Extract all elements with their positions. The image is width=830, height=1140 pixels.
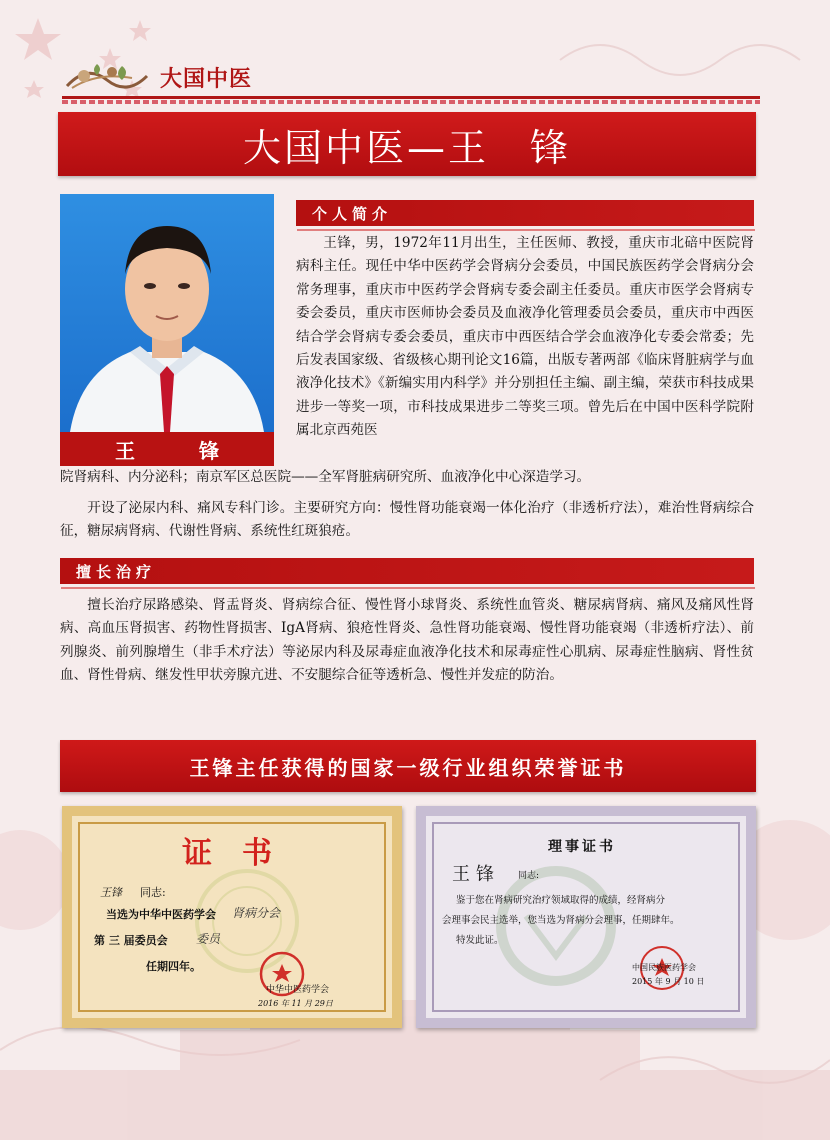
certificate-1-line2-handwritten: 委员: [196, 932, 221, 946]
header-rule: [62, 96, 760, 99]
certificate-1-line1: 当选为中华中医药学会: [106, 908, 216, 921]
certificate-banner: [60, 740, 756, 792]
certificate-1-org: 中华中医药学会: [266, 985, 330, 995]
certificate-2-name: 王锋: [452, 864, 500, 885]
certificate-2-watermark-emblem: [486, 866, 626, 986]
certificate-1-title: 证书: [182, 836, 302, 871]
certificate-1-date: 2016 年 11 月 29日: [258, 999, 333, 1008]
certificate-2-body-line1: 鉴于您在肾病研究治疗领域取得的成绩，经肾病分: [456, 895, 666, 906]
certificate-1-greeting: 同志:: [140, 886, 166, 899]
certificate-2: [416, 806, 756, 1028]
certificate-2-greeting: 同志:: [518, 871, 540, 881]
portrait-figure: [60, 194, 274, 432]
research-paragraph: 开设了泌尿内科、痛风专科门诊。主要研究方向：慢性肾功能衰竭一体化治疗（非透析疗法），难治性肾病综合征，糖尿病肾病、代谢性肾病、系统性红斑狼疮。: [60, 500, 754, 540]
section-bar-specialty: [60, 558, 754, 584]
page-title: 大国中医—王 锋: [242, 125, 571, 170]
certificate-1-name: 王锋: [100, 886, 122, 899]
certificate-2-title: 理事证书: [548, 839, 616, 855]
certificate-2-date: 2015 年 9 月 10 日: [632, 977, 705, 986]
certificate-2-org: 中国民族医药学会: [632, 963, 696, 972]
header-label: 大国中医: [160, 67, 253, 92]
certificate-1-line2: 第 三 届委员会: [94, 934, 168, 947]
title-banner: [58, 112, 756, 176]
certificate-1-line1-handwritten: 肾病分会: [232, 906, 281, 920]
herb-logo-icon: [62, 58, 152, 98]
section-title-specialty: 擅长治疗: [76, 562, 157, 581]
intro-paragraph-continued: 院肾病科、内分泌科；南京军区总医院——全军肾脏病研究所、血液净化中心深造学习。: [60, 469, 591, 485]
certificate-1-line3: 任期四年。: [146, 960, 201, 973]
certificate-banner-title: 王锋主任获得的国家一级行业组织荣誉证书: [189, 755, 627, 780]
portrait-photo: [60, 194, 274, 432]
section-title-intro: 个人简介: [312, 204, 393, 223]
certificate-2-body-line2: 会理事会民主选举，您当选为肾病分会理事，任期肆年。: [442, 915, 680, 926]
header-dash-rule: [62, 100, 760, 104]
intro-paragraph: 王锋，男，1972年11月出生，主任医师、教授，重庆市北碚中医院肾病科主任。现任中华中医药学会肾病分会委员，中国民族医药学会肾病分会常务理事，重庆市中医药学会肾病专委会副主任委员。重庆市医学会肾病专委会委员，重庆市医师协会委员及血液净化管理委员会委员，重庆市中西医结合学会肾病专委会委员，重庆市中西医结合学会血液净化专委会常委；先后发表国家级、省级核心期刊论文16篇，出版专著两部《临床肾脏病学与血液净化技术》《新编实用内科学》并分别担任主编、副主编，荣获市科技成果进步一等奖一项，市科技成果进步二等奖三项。曾先后在中国中医科学院附属北京西苑医: [296, 235, 754, 439]
portrait-name-label: 王 锋: [60, 432, 274, 466]
certificate-2-body-line3: 特发此证。: [456, 935, 504, 946]
section-bar-intro: [296, 200, 754, 226]
specialty-paragraph: 擅长治疗尿路感染、肾盂肾炎、肾病综合征、慢性肾小球肾炎、系统性血管炎、糖尿病肾病、痛风及痛风性肾病、高血压肾损害、药物性肾损害、IgA肾病、狼疮性肾炎、急性肾功能衰竭、慢性肾功能衰竭（非透析疗法）、前列腺炎、前列腺增生（非手术疗法）等泌尿内科及尿毒症血液净化技术和尿毒症性心肌病、尿毒症性脑病、肾性贫血、肾性骨病、继发性甲状旁腺亢进、不安腿综合征等透析急、慢性并发症的防治。: [60, 597, 754, 684]
certificate-1: [62, 806, 402, 1028]
